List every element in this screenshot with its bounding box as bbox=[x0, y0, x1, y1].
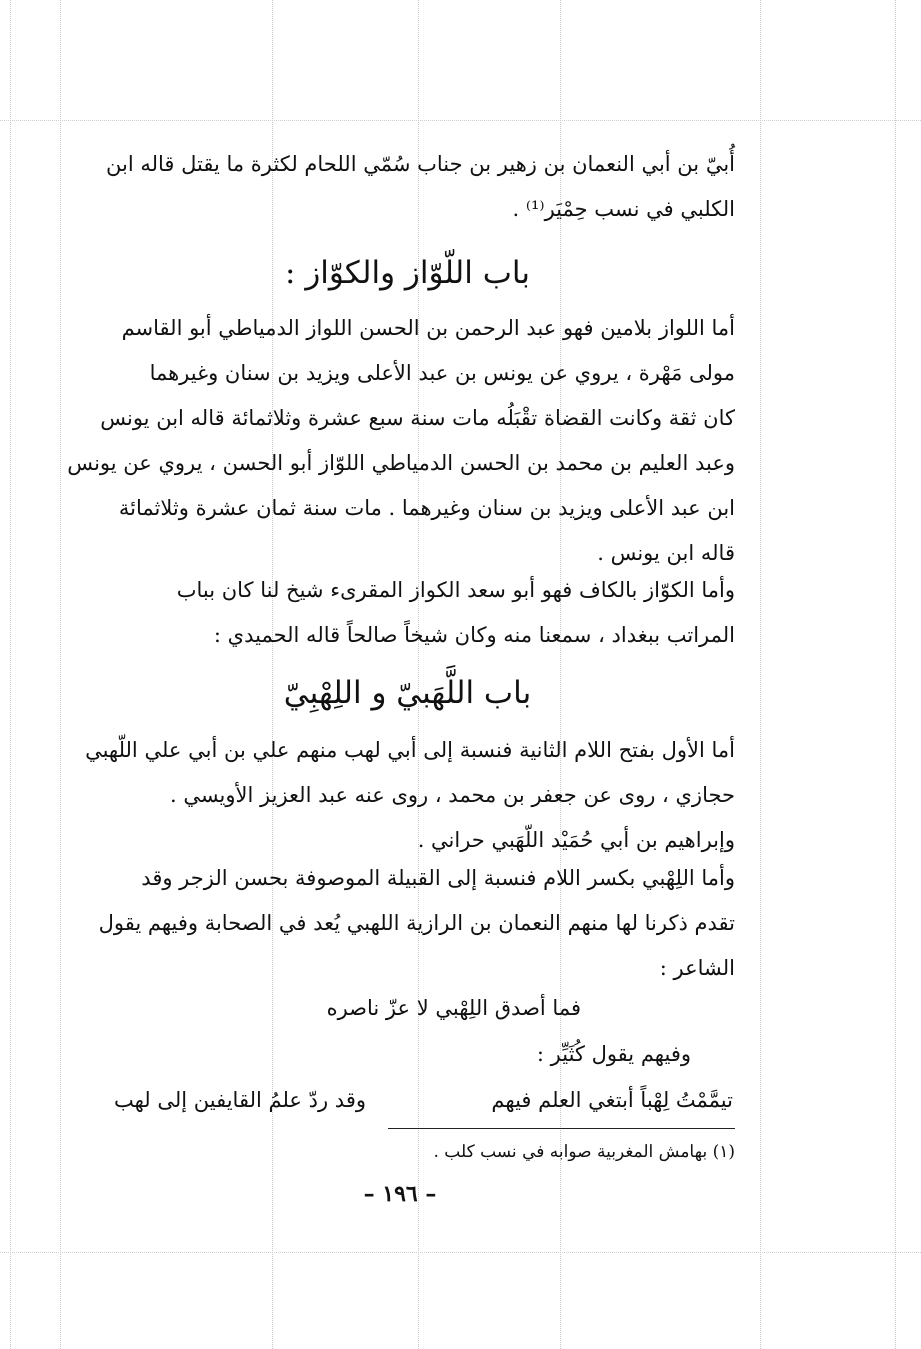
page-number: – ١٩٦ – bbox=[363, 1181, 437, 1207]
scan-guide-line bbox=[60, 0, 61, 1349]
footnote: (١) بهامش المغربية صوابه في نسب كلب . bbox=[433, 1142, 735, 1162]
text-line: المراتب ببغداد ، سمعنا منه وكان شيخاً صالحاً قاله الحميدي : bbox=[213, 623, 735, 647]
text-line: وإبراهيم بن أبي حُمَيْد اللّهَبي حراني . bbox=[417, 828, 735, 852]
text-line: تقدم ذكرنا لها منهم النعمان بن الرازية اللهبي يُعد في الصحابة وفيهم يقول bbox=[98, 911, 735, 935]
top-paragraph bbox=[80, 142, 735, 232]
text-line: كان ثقة وكانت القضاة تقْبَلُه مات سنة سبع عشرة وثلاثمائة قاله ابن يونس bbox=[100, 406, 735, 430]
text-line: حجازي ، روى عن جعفر بن محمد ، روى عنه عبد العزيز الأويسي . bbox=[169, 783, 735, 807]
text-line: مولى مَهْرة ، يروي عن يونس بن عبد الأعلى ويزيد بن سنان وغيرهما bbox=[149, 361, 735, 385]
text-line: وأما اللِهْبي بكسر اللام فنسبة إلى القبيلة الموصوفة بحسن الزجر وقد bbox=[141, 866, 735, 890]
text-line: أما الأول بفتح اللام الثانية فنسبة إلى أبي لهب منهم علي بن أبي علي اللّهبي bbox=[85, 738, 735, 762]
text-line: أُبيّ بن أبي النعمان بن زهير بن جناب سُمّي اللحام لكثرة ما يقتل قاله ابن bbox=[105, 152, 735, 176]
text-line: ابن عبد الأعلى ويزيد بن سنان وغيرهما . مات سنة ثمان عشرة وثلاثمائة bbox=[118, 496, 735, 520]
text-line: الكلبي في نسب حِمْيَر⁽¹⁾ . bbox=[512, 197, 735, 221]
text-line: أما اللواز بلامين فهو عبد الرحمن بن الحسن اللواز الدمياطي أبو القاسم bbox=[121, 316, 735, 340]
verse-intro: وفيهم يقول كُثَيِّر : bbox=[536, 1042, 691, 1066]
verse-first-hemistich: تيمَّمْتُ لِهْباً أبتغي العلم فيهم bbox=[491, 1088, 733, 1112]
section1-paragraph2 bbox=[80, 568, 735, 658]
text-line: الشاعر : bbox=[659, 956, 735, 980]
section2-paragraph2 bbox=[80, 856, 735, 991]
text-line: وأما الكوّاز بالكاف فهو أبو سعد الكواز المقرىء شيخ لنا كان بباب bbox=[176, 578, 735, 602]
section2-paragraph1 bbox=[80, 728, 735, 863]
verse-line: فما أصدق اللِهْبي لا عزّ ناصره bbox=[326, 996, 581, 1020]
section-heading-lawwaz: باب اللّوّاز والكوّاز : bbox=[285, 255, 530, 291]
section1-paragraph1 bbox=[67, 306, 735, 576]
section-heading-lahabi: باب اللَّهَبيّ و اللِهْبِيّ bbox=[283, 675, 532, 711]
scan-guide-line bbox=[10, 0, 11, 1349]
verse-second-hemistich: وقد ردّ علمُ القايفين إلى لهب bbox=[113, 1088, 366, 1112]
scan-guide-line bbox=[895, 0, 896, 1349]
footnote-divider bbox=[388, 1128, 735, 1129]
text-line: وعبد العليم بن محمد بن الحسن الدمياطي اللوّاز أبو الحسن ، يروي عن يونس bbox=[67, 451, 735, 475]
scan-guide-line bbox=[760, 0, 761, 1349]
scan-guide-line bbox=[0, 120, 921, 121]
text-line: قاله ابن يونس . bbox=[597, 541, 735, 565]
scan-guide-line bbox=[0, 1252, 921, 1253]
